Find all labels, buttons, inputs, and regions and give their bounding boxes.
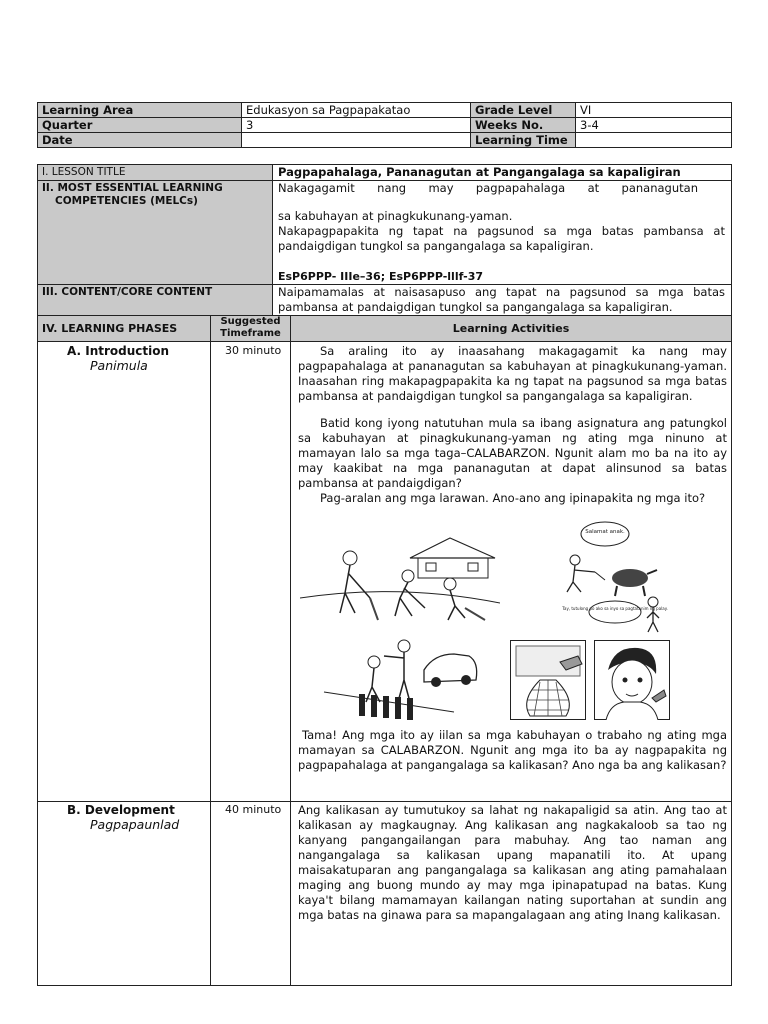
melc-label-cell — [38, 181, 273, 285]
fishing-net-illustration — [510, 640, 586, 720]
melc-label-line-2: COMPETENCIES (MELCs) — [55, 195, 198, 207]
melc-codes: EsP6PPP- IIIe–36; EsP6PPP-lllf-37 — [278, 270, 484, 283]
timeframe-label-2: Timeframe — [220, 328, 281, 339]
melc-line-3: Nakapagpapakita ng tapat na pagsunod sa mga batas pambansa at pandaigdigan tungkol sa pangangalaga sa kapaligiran. — [278, 224, 725, 253]
lesson-title-value: Pagpapahalaga, Pananagutan at Pangangalaga sa kapaligiran — [278, 165, 681, 179]
content-label-cell — [38, 285, 273, 316]
weeks-label: Weeks No. — [471, 118, 576, 133]
dev-paragraph-1: Ang kalikasan ay tumutukoy sa lahat ng nakapaligid sa atin. Ang tao at kalikasan ay magkaugnay. Ang kalikasan ang nagkakaloob sa tao ng kanyang pangangailangan para mabuhay. Ang tao naman ang nangangalaga sa kalikasan upang mapanatili ito. At upang maisakatuparan ang pangangalaga sa kalikasan ang ating pamahalaan maging ang buong mundo ay may mga ipinapatupad na batas. Kung kaya't bilang mamamayan kailangan nating suportahan at sundin ang mga batas na ginawa para sa mapangalagaan ang ating Inang kalikasan. — [298, 803, 727, 922]
bubble-text-1: Salamat anak. — [585, 529, 625, 535]
farming-illustration — [555, 520, 675, 635]
divider-row-intro — [38, 801, 731, 802]
learning-area-label: Learning Area — [38, 103, 242, 118]
intro-paragraph-4: Tama! Ang mga ito ay iilan sa mga kabuhayan o trabaho ng ating mga mamayan sa CALABARZON. Ngunit ang mga ito ba ay nagpapakita ng pagpapahalaga at pangangalaga sa kalikasan? Ano nga ba ang kalikasan? — [298, 728, 727, 772]
content-value-cell — [273, 285, 731, 316]
sweeping-street-illustration — [300, 528, 500, 628]
activities-header-cell — [291, 316, 731, 342]
intro-paragraph-3: Pag-aralan ang mga larawan. Ano-ano ang ipinapakita ng mga ito? — [320, 491, 706, 505]
grade-level-label: Grade Level — [471, 103, 576, 118]
lesson-title-value-cell — [273, 165, 731, 181]
phases-header-cell — [38, 316, 211, 342]
grade-level-value: VI — [576, 103, 732, 118]
melc-line-2: sa kabuhayan at pinagkukunang-yaman. — [278, 209, 513, 223]
divider-col-2 — [290, 341, 291, 986]
bubble-text-2: Tay, tutulong po ako sa inyo sa pagtatanim ng palay. — [562, 606, 668, 611]
learning-time-value — [576, 133, 732, 148]
date-value — [242, 133, 471, 148]
timeframe-header-cell — [211, 316, 291, 342]
timeframe-label-1: Suggested — [220, 316, 281, 327]
boy-portrait-illustration — [594, 640, 670, 720]
crossing-illustration — [304, 632, 500, 724]
melc-label-line-1: II. MOST ESSENTIAL LEARNING — [42, 182, 223, 194]
content-label: III. CONTENT/CORE CONTENT — [42, 286, 213, 298]
learning-area-value: Edukasyon sa Pagpapakatao — [242, 103, 471, 118]
intro-title: A. Introduction — [67, 344, 170, 358]
quarter-label: Quarter — [38, 118, 242, 133]
lesson-title-label-cell — [38, 165, 273, 181]
divider-col-1 — [210, 341, 211, 986]
intro-paragraph-2: Batid kong iyong natutuhan mula sa ibang asignatura ang patungkol sa kabuhayan at pinagkukunang-yaman ng ating mga ninuno at mamayan lalo sa mga taga–CALABARZON. Ngunit alam mo ba na ito ay may kaakibat na mga pananagutan at dapat alinsunod sa batas pambansa at pandaigdigan? — [298, 416, 727, 490]
dev-time: 40 minuto — [225, 803, 282, 816]
header-table — [37, 102, 732, 148]
activities-label: Learning Activities — [452, 322, 570, 335]
intro-subtitle: Panimula — [90, 358, 148, 373]
lesson-title-label: I. LESSON TITLE — [42, 166, 126, 178]
intro-paragraph-1: Sa araling ito ay inaasahang makagagamit ka nang may pagpapahalaga at pananagutan sa kabuhayan at pinagkukunang-yaman. Inaasahan ring makapagpapakita ka ng tapat na pagsunod sa mga batas pambansa at pandaigdigan tungkol sa pangangalaga sa kapaligiran. — [298, 344, 727, 403]
quarter-value: 3 — [242, 118, 471, 133]
melc-value-cell — [273, 181, 731, 285]
weeks-value: 3-4 — [576, 118, 732, 133]
date-label: Date — [38, 133, 242, 148]
intro-time: 30 minuto — [225, 344, 282, 357]
learning-time-label: Learning Time — [471, 133, 576, 148]
dev-subtitle: Pagpapaunlad — [90, 817, 180, 832]
content-value: Naipamamalas at naisasapuso ang tapat na pagsunod sa mga batas pambansa at pandaigdigan tungkol sa pangangalaga sa kapaligiran. — [278, 285, 725, 314]
phases-label: IV. LEARNING PHASES — [42, 322, 178, 335]
dev-title: B. Development — [67, 803, 175, 817]
melc-line-1: Nakagagamit nang may pagpapahalaga at pananagutan — [278, 181, 698, 195]
